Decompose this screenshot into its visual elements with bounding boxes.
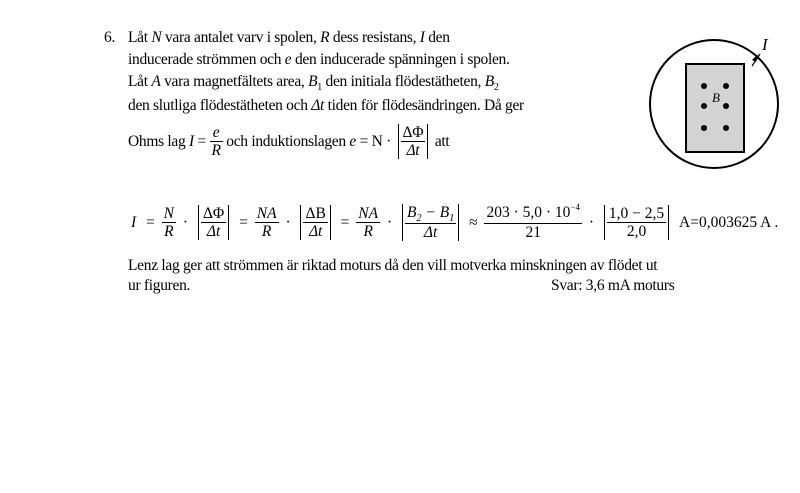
problem-number: 6. [104, 29, 116, 46]
answer-text: Svar: 3,6 mA moturs [551, 277, 675, 294]
coil-figure [648, 32, 798, 192]
lenz-line-1: Lenz lag ger att strömmen är riktad moturs då den vill motverka minskningen av flödet ut [128, 257, 658, 274]
field-region [686, 64, 744, 152]
text-line-5: Ohms lag I = $\frac{e}{R}$ och induktionslagen e = N · $\frac{\Delta\Phi}{\Delta t}$ att [128, 124, 450, 159]
text-line-1: Låt N vara antalet varv i spolen, R dess resistans, I den [128, 29, 450, 46]
field-dot [701, 83, 707, 89]
main-equation: I = $\frac{N}{R}$ · $\frac{\Delta\Phi}{\Delta t}$ = $\frac{NA}{R}$ · $\frac{\Delta B}{\Delta t}$ = $\frac{NA}{R}$ · $\frac{B_2 - B_1}{\Delta t}$ ≈ $\frac{203 \cdot 5,0 \cdot 10^{-4}}{21}$ · $\frac{1,0 - 2,5}{2,0}$ A=0,003625 A . [131, 202, 779, 241]
coil-diagram [648, 32, 798, 192]
field-dot [701, 125, 707, 131]
text-line-3: Låt A vara magnetfältets area, $B_1$ den initiala flödestätheten, $B_2$ [128, 73, 499, 93]
text-line-2: inducerade strömmen och e den inducerade spänningen i spolen. [128, 51, 510, 68]
field-label: B [712, 90, 720, 105]
field-dot [723, 103, 729, 109]
field-dot [701, 103, 707, 109]
field-dot [723, 125, 729, 131]
current-label: I [762, 35, 768, 54]
induction-abs: $\frac{\Delta\Phi}{\Delta t}$ [398, 124, 429, 159]
ohms-fraction: $\frac{e}{R}$ [211, 124, 221, 159]
text-line-4: den slutliga flödestätheten och Δt tiden för flödesändringen. Då ger [128, 97, 524, 114]
lenz-line-2: ur figuren. [128, 277, 191, 294]
field-dot [723, 83, 729, 89]
